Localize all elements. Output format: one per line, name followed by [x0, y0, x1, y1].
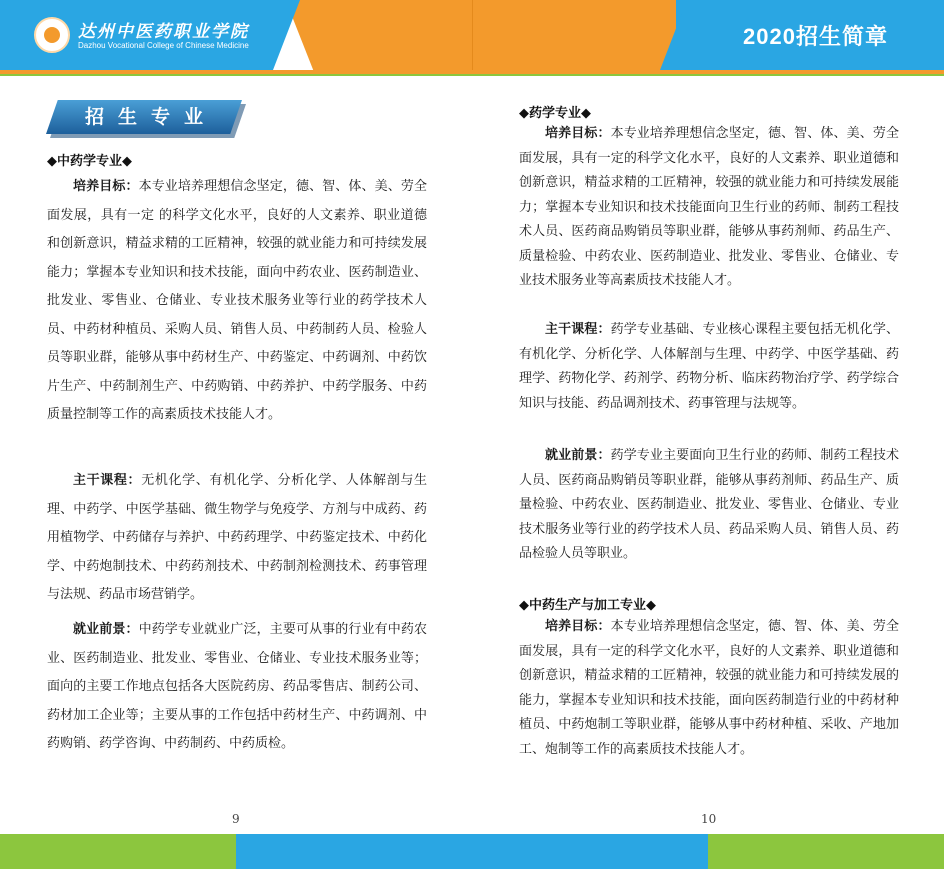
label-training-goal: 培养目标：	[545, 619, 611, 634]
page-fold-line	[472, 0, 473, 70]
header-left-wedge	[240, 0, 300, 70]
school-logo-icon	[34, 17, 70, 53]
header-green-stripe	[0, 74, 944, 76]
brochure-title: 2020招生简章	[743, 24, 888, 49]
section-banner	[46, 100, 250, 140]
label-training-goal: 培养目标：	[73, 179, 139, 194]
page-number-left: 9	[232, 812, 240, 826]
section-title-tcm-pharmacy: ◆中药学专业◆	[47, 154, 132, 169]
text-training-goal: 本专业培养理想信念坚定，德、智、体、美、劳全面发展，具有一定的科学文化水平，良好的人文素养、职业道德和创新意识，精益求精的工匠精神，较强的就业能力和可持续发展能力；掌握本专业知识和技术技能面向卫生行业的药师、制药工程技术人员、医药商品购销员等职业群，能够从事药剂师、药品生产、质量检验、中药农业、医药制造业、批发业、零售业、仓储业、专业技术服务业等高素质技术技能人才。	[519, 126, 899, 288]
school-name-en: Dazhou Vocational College of Chinese Medicine	[78, 41, 249, 50]
paragraph-career-prospects	[47, 616, 427, 759]
paragraph-training-goal	[47, 173, 427, 430]
text-core-courses: 无机化学、有机化学、分析化学、人体解剖与生理、中药学、中医学基础、微生物学与免疫学、方剂与中成药、药用植物学、中药储存与养护、中药药理学、中药鉴定技术、中药化学、中药炮制技术、中药药剂技术、中药制剂检测技术、药事管理与法规、药品市场营销学。	[47, 473, 427, 602]
paragraph-core-courses	[47, 467, 427, 610]
text-training-goal: 本专业培养理想信念坚定，德、智、体、美、劳全面发展，具有一定 的科学文化水平，良好的人文素养、职业道德和创新意识，精益求精的工匠精神，较强的就业能力和可持续发展能力；掌握本专业知识和技术技能，面向中药农业、医药制造业、批发业、零售业、仓储业、专业技术服务业等行业的药学技术人员、中药材种植员、采购人员、销售人员、中药制药人员、检验人员等职业群，能够从事中药材生产、中药鉴定、中药调剂、中药饮片生产、中药制剂生产、中药购销、中药养护、中药学服务、中药质量控制等工作的高素质技术技能人才。	[47, 179, 427, 422]
label-core-courses: 主干课程：	[545, 322, 611, 337]
label-training-goal: 培养目标：	[545, 126, 611, 141]
school-name-cn: 达州中医药职业学院	[78, 22, 249, 42]
text-career-prospects: 药学专业主要面向卫生行业的药师、制药工程技术人员、医药商品购销员等职业群，能够从事药剂师、药品生产、质量检验、中药农业、医药制造业、批发业、零售业、仓储业、专业技术服务业等行业的药学技术人员、药品采购人员、销售人员、药品检验人员等职业。	[519, 448, 899, 561]
text-career-prospects: 中药学专业就业广泛，主要可从事的行业有中药农业、医药制造业、批发业、零售业、仓储业、专业技术服务业等；面向的主要工作地点包括各大医院药房、药品零售店、制药公司、药材加工企业等；主要从事的工作包括中药材生产、中药调剂、中药购销、药学咨询、中药制药、中药质检。	[47, 622, 427, 751]
page-number-right: 10	[701, 812, 717, 826]
paragraph-career-prospects	[519, 444, 899, 567]
banner-title: 招生专业	[84, 106, 217, 128]
page-footer	[0, 834, 944, 869]
paragraph-core-courses	[519, 318, 899, 416]
label-career-prospects: 就业前景：	[545, 448, 611, 463]
label-career-prospects: 就业前景：	[73, 622, 139, 637]
footer-blue-center	[236, 834, 708, 869]
text-training-goal: 本专业培养理想信念坚定，德、智、体、美、劳全面发展，具有一定的科学文化水平，良好的人文素养、职业道德和创新意识，精益求精的工匠精神，较强的就业能力和可持续发展的能力，掌握本专业知识和技术技能，面向医药制造行业的中药材种植员、中药炮制工等职业群，能够从事中药材种植、采收、产地加工、炮制等工作的高素质技术技能人才。	[519, 619, 899, 757]
paragraph-training-goal	[519, 122, 899, 294]
section-title-pharmacy: ◆药学专业◆	[519, 106, 591, 121]
footer-green-right	[708, 834, 944, 869]
label-core-courses: 主干课程：	[73, 473, 142, 488]
page-header	[0, 0, 944, 76]
section-title-tcm-production: ◆中药生产与加工专业◆	[519, 598, 656, 613]
text-core-courses: 药学专业基础、专业核心课程主要包括无机化学、有机化学、分析化学、人体解剖与生理、中药学、中医学基础、药理学、药物化学、药剂学、药物分析、临床药物治疗学、药学综合知识与技能、药品调剂技术、药事管理与法规等。	[519, 322, 899, 411]
header-orange-band	[258, 0, 718, 70]
logo-center-mark	[44, 27, 60, 43]
paragraph-training-goal-production	[519, 615, 899, 762]
footer-green-left	[0, 834, 236, 869]
